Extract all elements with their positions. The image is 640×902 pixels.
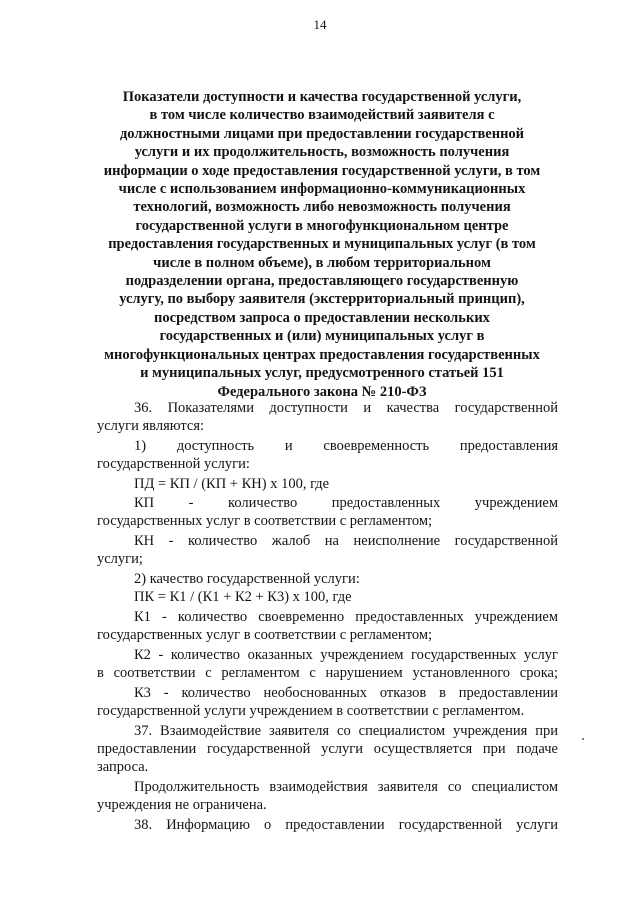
paragraph-37-line: предоставлении государственной услуги осуществляется при подаче	[97, 741, 558, 757]
duration-paragraph-line: Продолжительность взаимодействия заявителя со специалистом	[134, 779, 558, 795]
page-number: 14	[313, 17, 327, 32]
k1-definition-line: государственных услуг в соответствии с регламентом;	[97, 627, 433, 643]
paragraph-36-line: 36. Показателями доступности и качества государственной	[134, 400, 558, 416]
formula-pk: ПК = К1 / (К1 + К2 + К3) х 100, где	[134, 589, 352, 605]
heading-line: числе в полном объеме), в любом территориальном	[153, 254, 491, 271]
item-1-line: государственной услуги:	[97, 456, 250, 472]
heading-line: информации о ходе предоставления государственной услуги, в том	[103, 162, 541, 179]
k3-definition-line: государственной услуги учреждением в соответствии с регламентом.	[97, 703, 525, 719]
heading-line: и муниципальных услуг, предусмотренного статьей 151	[140, 365, 504, 382]
heading-line: услуги и их продолжительность, возможность получения	[134, 144, 510, 161]
item-2-line: 2) качество государственной услуги:	[134, 571, 360, 587]
k2-definition-line: в соответствии с регламентом с нарушением установленного срока;	[97, 665, 558, 681]
heading-line: государственных и (или) муниципальных услуг в	[159, 328, 485, 345]
heading-line: Показатели доступности и качества государственной услуги,	[122, 89, 522, 105]
k1-definition-line: К1 - количество своевременно предоставленных учреждением	[134, 609, 558, 625]
heading-line: Федерального закона № 210-ФЗ	[217, 383, 427, 400]
heading-line: посредством запроса о предоставлении нескольких	[154, 309, 490, 326]
duration-paragraph-line: учреждения не ограничена.	[97, 797, 267, 813]
kp-definition-line: государственных услуг в соответствии с регламентом;	[97, 513, 433, 529]
heading-line: должностными лицами при предоставлении государственной	[119, 125, 525, 142]
paragraph-38-line: 38. Информацию о предоставлении государственной услуги	[134, 817, 558, 833]
section-heading	[60, 88, 584, 401]
heading-line: услугу, по выбору заявителя (экстерриториальный принцип),	[119, 291, 525, 308]
heading-line: подразделении органа, предоставляющего государственную	[125, 273, 519, 290]
heading-line: в том числе количество взаимодействий заявителя с	[149, 107, 495, 124]
k2-definition-line: К2 - количество оказанных учреждением государственных услуг	[134, 647, 558, 663]
k3-definition-line: К3 - количество необоснованных отказов в предоставлении	[134, 685, 558, 701]
heading-line: технологий, возможность либо невозможность получения	[133, 199, 511, 216]
heading-line: многофункциональных центрах предоставления государственных	[104, 346, 540, 363]
heading-line: числе с использованием информационно-коммуникационных	[118, 181, 526, 198]
item-1-line: 1) доступность и своевременность предоставления	[134, 438, 558, 454]
heading-line: предоставления государственных и муниципальных услуг (в том	[108, 236, 536, 253]
scan-speck	[582, 738, 584, 740]
kp-definition-line: КП - количество предоставленных учреждением	[134, 495, 558, 511]
heading-line: государственной услуги в многофункциональном центре	[135, 217, 509, 234]
paragraph-36-line: услуги являются:	[97, 418, 205, 434]
kn-definition-line: КН - количество жалоб на неисполнение государственной	[134, 533, 558, 549]
formula-pd: ПД = КП / (КП + КН) х 100, где	[134, 476, 330, 492]
paragraph-37-line: 37. Взаимодействие заявителя со специалистом учреждения при	[134, 723, 558, 739]
paragraph-37-line: запроса.	[97, 759, 149, 775]
kn-definition-line: услуги;	[97, 551, 143, 567]
